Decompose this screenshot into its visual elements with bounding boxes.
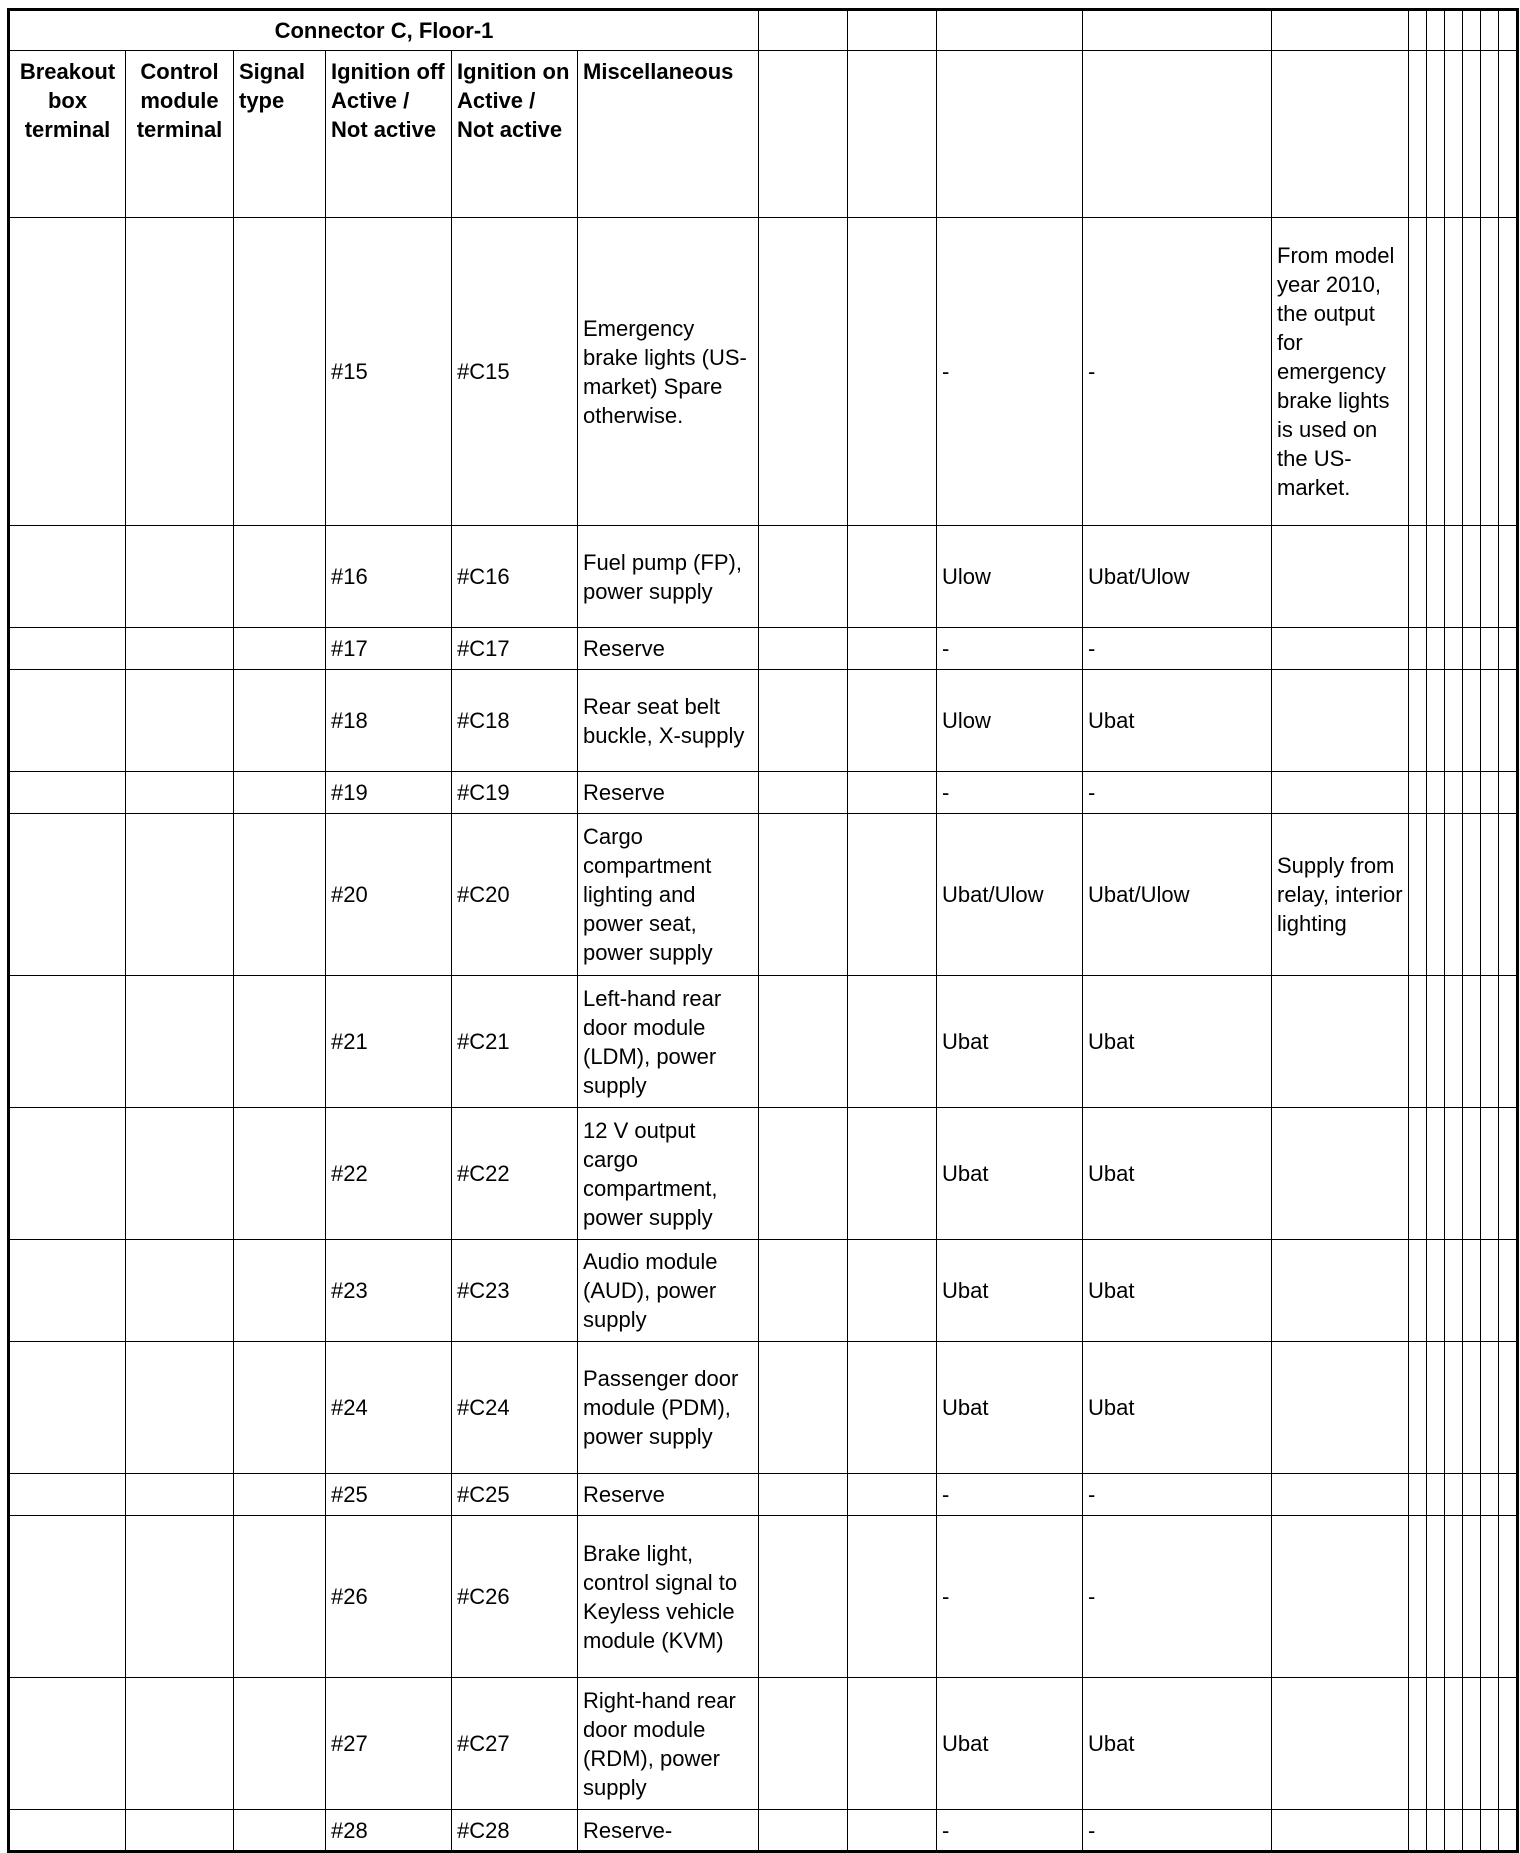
ignition-off-cell: #25 [326,1474,452,1516]
empty-cell [1463,1474,1481,1516]
empty-cell [1463,1810,1481,1852]
empty-cell [1481,1240,1499,1342]
ignition-off-cell: #26 [326,1516,452,1678]
value-a-cell: - [937,1516,1083,1678]
empty-cell [1499,1240,1518,1342]
empty-cell [848,1108,937,1240]
empty-cell [759,772,848,814]
note-cell: From model year 2010, the output for emergency brake lights is used on the US-market. [1272,218,1409,526]
empty-cell [1427,1342,1445,1474]
empty-cell [1409,814,1427,976]
empty-cell [1481,51,1499,218]
ignition-off-cell: #22 [326,1108,452,1240]
empty-cell [1427,772,1445,814]
ignition-on-cell: #C17 [452,628,578,670]
empty-cell [1445,51,1463,218]
note-cell [1272,1240,1409,1342]
empty-cell [1427,1474,1445,1516]
value-b-cell: Ubat/Ulow [1083,526,1272,628]
empty-cell [1445,814,1463,976]
empty-cell [1427,10,1445,51]
empty-cell [1499,10,1518,51]
table-row [9,1108,1518,1240]
empty-cell [1481,1342,1499,1474]
signal-type-cell [234,772,326,814]
empty-cell [1463,1678,1481,1810]
signal-type-cell [234,628,326,670]
empty-cell [1409,1342,1427,1474]
signal-type-cell [234,1342,326,1474]
note-cell [1272,1108,1409,1240]
control-terminal-cell [126,1108,234,1240]
value-b-cell: - [1083,628,1272,670]
empty-cell [1445,1240,1463,1342]
empty-cell [1427,1678,1445,1810]
empty-cell [1481,814,1499,976]
value-a-cell: - [937,1810,1083,1852]
ignition-on-cell: #C26 [452,1516,578,1678]
empty-cell [1427,218,1445,526]
table-row [9,976,1518,1108]
ignition-off-cell: #20 [326,814,452,976]
empty-cell [1463,772,1481,814]
empty-cell [1445,218,1463,526]
breakout-terminal-cell [9,814,126,976]
empty-cell [1409,1474,1427,1516]
empty-cell [759,51,848,218]
empty-cell [759,1810,848,1852]
empty-cell [1409,218,1427,526]
value-b-cell: - [1083,772,1272,814]
note-cell [1272,1474,1409,1516]
value-a-cell: Ubat [937,1678,1083,1810]
empty-cell [1499,51,1518,218]
value-b-cell: - [1083,1810,1272,1852]
empty-cell [1445,976,1463,1108]
empty-cell [1409,1810,1427,1852]
note-cell: Supply from relay, interior lighting [1272,814,1409,976]
empty-cell [1499,1810,1518,1852]
empty-cell [1409,628,1427,670]
control-terminal-cell [126,1678,234,1810]
table-row [9,218,1518,526]
breakout-terminal-cell [9,1516,126,1678]
signal-type-cell [234,1810,326,1852]
value-b-cell: - [1083,218,1272,526]
empty-cell [1409,51,1427,218]
ignition-off-cell: #17 [326,628,452,670]
empty-cell [1463,1342,1481,1474]
ignition-off-cell: #16 [326,526,452,628]
value-b-cell: Ubat/Ulow [1083,814,1272,976]
empty-cell [1463,10,1481,51]
misc-cell: 12 V output cargo compartment, power supply [578,1108,759,1240]
empty-cell [937,51,1083,218]
control-terminal-cell [126,1342,234,1474]
value-b-cell: - [1083,1516,1272,1678]
empty-cell [1445,1108,1463,1240]
empty-cell [848,1678,937,1810]
empty-cell [1083,51,1272,218]
note-cell [1272,976,1409,1108]
breakout-terminal-cell [9,976,126,1108]
breakout-terminal-cell [9,1108,126,1240]
signal-type-cell [234,526,326,628]
empty-cell [1427,628,1445,670]
empty-cell [1427,1240,1445,1342]
breakout-terminal-cell [9,670,126,772]
note-cell [1272,526,1409,628]
misc-cell: Reserve [578,772,759,814]
empty-cell [848,10,937,51]
empty-cell [1463,1108,1481,1240]
empty-cell [1427,814,1445,976]
table-row [9,670,1518,772]
table-row [9,526,1518,628]
signal-type-cell [234,1678,326,1810]
breakout-terminal-cell [9,628,126,670]
signal-type-cell [234,1474,326,1516]
note-cell [1272,670,1409,772]
empty-cell [1445,670,1463,772]
empty-cell [1481,976,1499,1108]
value-a-cell: Ubat [937,1240,1083,1342]
table-row [9,814,1518,976]
control-terminal-cell [126,218,234,526]
header-ignition-on: Ignition on Active / Not active [452,51,578,218]
empty-cell [1427,1810,1445,1852]
value-a-cell: Ubat/Ulow [937,814,1083,976]
empty-cell [1445,1678,1463,1810]
empty-cell [1463,814,1481,976]
empty-cell [1409,772,1427,814]
control-terminal-cell [126,526,234,628]
empty-cell [759,976,848,1108]
empty-cell [1481,772,1499,814]
empty-cell [1481,1474,1499,1516]
ignition-off-cell: #19 [326,772,452,814]
ignition-off-cell: #18 [326,670,452,772]
table-row [9,1474,1518,1516]
empty-cell [1499,1678,1518,1810]
empty-cell [1481,1678,1499,1810]
value-b-cell: Ubat [1083,976,1272,1108]
control-terminal-cell [126,1810,234,1852]
empty-cell [1499,814,1518,976]
empty-cell [1445,10,1463,51]
ignition-off-cell: #28 [326,1810,452,1852]
empty-cell [848,1240,937,1342]
empty-cell [1499,670,1518,772]
ignition-on-cell: #C19 [452,772,578,814]
empty-cell [1445,772,1463,814]
empty-cell [1409,526,1427,628]
table-wrapper [7,8,1519,1853]
ignition-on-cell: #C22 [452,1108,578,1240]
header-signal-type: Signal type [234,51,326,218]
empty-cell [1427,51,1445,218]
empty-cell [1409,976,1427,1108]
ignition-off-cell: #23 [326,1240,452,1342]
empty-cell [848,526,937,628]
table-row [9,1516,1518,1678]
value-b-cell: Ubat [1083,670,1272,772]
misc-cell: Passenger door module (PDM), power supply [578,1342,759,1474]
empty-cell [759,1678,848,1810]
empty-cell [848,976,937,1108]
header-breakout-box-terminal: Breakout box terminal [9,51,126,218]
signal-type-cell [234,976,326,1108]
signal-type-cell [234,670,326,772]
empty-cell [1499,772,1518,814]
empty-cell [1427,976,1445,1108]
note-cell [1272,772,1409,814]
connector-table [7,8,1519,1853]
breakout-terminal-cell [9,772,126,814]
empty-cell [1427,1108,1445,1240]
table-row [9,1810,1518,1852]
empty-cell [848,1474,937,1516]
note-cell [1272,1678,1409,1810]
empty-cell [1463,628,1481,670]
misc-cell: Reserve [578,1474,759,1516]
note-cell [1272,1516,1409,1678]
misc-cell: Reserve [578,628,759,670]
value-b-cell: Ubat [1083,1342,1272,1474]
ignition-on-cell: #C24 [452,1342,578,1474]
misc-cell: Brake light, control signal to Keyless vehicle module (KVM) [578,1516,759,1678]
control-terminal-cell [126,976,234,1108]
misc-cell: Left-hand rear door module (LDM), power supply [578,976,759,1108]
ignition-on-cell: #C21 [452,976,578,1108]
value-b-cell: Ubat [1083,1240,1272,1342]
ignition-off-cell: #15 [326,218,452,526]
empty-cell [848,1810,937,1852]
signal-type-cell [234,218,326,526]
table-row [9,772,1518,814]
empty-cell [1463,51,1481,218]
empty-cell [759,670,848,772]
empty-cell [1481,628,1499,670]
empty-cell [1445,1810,1463,1852]
empty-cell [848,772,937,814]
value-a-cell: - [937,628,1083,670]
ignition-on-cell: #C23 [452,1240,578,1342]
empty-cell [1409,1516,1427,1678]
empty-cell [1272,10,1409,51]
value-a-cell: - [937,218,1083,526]
empty-cell [848,218,937,526]
empty-cell [1499,1474,1518,1516]
ignition-on-cell: #C28 [452,1810,578,1852]
table-title: Connector C, Floor-1 [9,10,759,51]
empty-cell [1427,670,1445,772]
control-terminal-cell [126,1474,234,1516]
empty-cell [1445,1342,1463,1474]
empty-cell [1481,1108,1499,1240]
empty-cell [759,1516,848,1678]
breakout-terminal-cell [9,1342,126,1474]
misc-cell: Fuel pump (FP), power supply [578,526,759,628]
value-a-cell: Ulow [937,526,1083,628]
empty-cell [1409,1240,1427,1342]
ignition-on-cell: #C15 [452,218,578,526]
empty-cell [1463,1516,1481,1678]
empty-cell [1409,670,1427,772]
value-a-cell: - [937,772,1083,814]
empty-cell [1499,976,1518,1108]
ignition-off-cell: #24 [326,1342,452,1474]
misc-cell: Audio module (AUD), power supply [578,1240,759,1342]
table-row [9,1678,1518,1810]
empty-cell [1499,1108,1518,1240]
empty-cell [1445,628,1463,670]
empty-cell [1409,1678,1427,1810]
empty-cell [1481,1810,1499,1852]
breakout-terminal-cell [9,1810,126,1852]
ignition-on-cell: #C18 [452,670,578,772]
empty-cell [848,51,937,218]
empty-cell [1481,10,1499,51]
ignition-on-cell: #C25 [452,1474,578,1516]
empty-cell [1463,218,1481,526]
empty-cell [759,814,848,976]
ignition-off-cell: #21 [326,976,452,1108]
empty-cell [1409,1108,1427,1240]
value-a-cell: Ubat [937,1108,1083,1240]
ignition-on-cell: #C16 [452,526,578,628]
empty-cell [759,628,848,670]
empty-cell [1499,628,1518,670]
control-terminal-cell [126,670,234,772]
empty-cell [759,1474,848,1516]
empty-cell [1499,218,1518,526]
control-terminal-cell [126,628,234,670]
value-a-cell: Ubat [937,976,1083,1108]
misc-cell: Right-hand rear door module (RDM), power supply [578,1678,759,1810]
empty-cell [1481,218,1499,526]
empty-cell [759,526,848,628]
value-a-cell: Ulow [937,670,1083,772]
empty-cell [1499,1342,1518,1474]
table-row [9,1342,1518,1474]
breakout-terminal-cell [9,218,126,526]
ignition-off-cell: #27 [326,1678,452,1810]
empty-cell [848,670,937,772]
empty-cell [1499,1516,1518,1678]
value-b-cell: Ubat [1083,1678,1272,1810]
value-b-cell: Ubat [1083,1108,1272,1240]
table-body [9,218,1518,1852]
empty-cell [1427,1516,1445,1678]
breakout-terminal-cell [9,1474,126,1516]
ignition-on-cell: #C27 [452,1678,578,1810]
value-a-cell: Ubat [937,1342,1083,1474]
misc-cell: Cargo compartment lighting and power seat, power supply [578,814,759,976]
ignition-on-cell: #C20 [452,814,578,976]
signal-type-cell [234,814,326,976]
misc-cell: Rear seat belt buckle, X-supply [578,670,759,772]
table-row [9,628,1518,670]
empty-cell [1481,1516,1499,1678]
empty-cell [1272,51,1409,218]
signal-type-cell [234,1516,326,1678]
empty-cell [1481,670,1499,772]
value-a-cell: - [937,1474,1083,1516]
empty-cell [1481,526,1499,628]
empty-cell [759,1342,848,1474]
control-terminal-cell [126,1240,234,1342]
breakout-terminal-cell [9,1240,126,1342]
empty-cell [848,814,937,976]
empty-cell [1445,1474,1463,1516]
control-terminal-cell [126,1516,234,1678]
empty-cell [1499,526,1518,628]
empty-cell [1463,670,1481,772]
empty-cell [1445,1516,1463,1678]
empty-cell [848,1516,937,1678]
header-ignition-off: Ignition off Active / Not active [326,51,452,218]
breakout-terminal-cell [9,1678,126,1810]
empty-cell [848,628,937,670]
empty-cell [1445,526,1463,628]
empty-cell [1083,10,1272,51]
misc-cell: Reserve- [578,1810,759,1852]
empty-cell [1463,526,1481,628]
empty-cell [1427,526,1445,628]
signal-type-cell [234,1108,326,1240]
empty-cell [848,1342,937,1474]
table-row [9,1240,1518,1342]
signal-type-cell [234,1240,326,1342]
breakout-terminal-cell [9,526,126,628]
control-terminal-cell [126,772,234,814]
note-cell [1272,1810,1409,1852]
note-cell [1272,1342,1409,1474]
empty-cell [1463,976,1481,1108]
empty-cell [759,218,848,526]
value-b-cell: - [1083,1474,1272,1516]
empty-cell [937,10,1083,51]
empty-cell [1463,1240,1481,1342]
header-miscellaneous: Miscellaneous [578,51,759,218]
control-terminal-cell [126,814,234,976]
empty-cell [1409,10,1427,51]
empty-cell [759,1240,848,1342]
note-cell [1272,628,1409,670]
header-control-module-terminal: Control module terminal [126,51,234,218]
misc-cell: Emergency brake lights (US-market) Spare otherwise. [578,218,759,526]
empty-cell [759,1108,848,1240]
empty-cell [759,10,848,51]
